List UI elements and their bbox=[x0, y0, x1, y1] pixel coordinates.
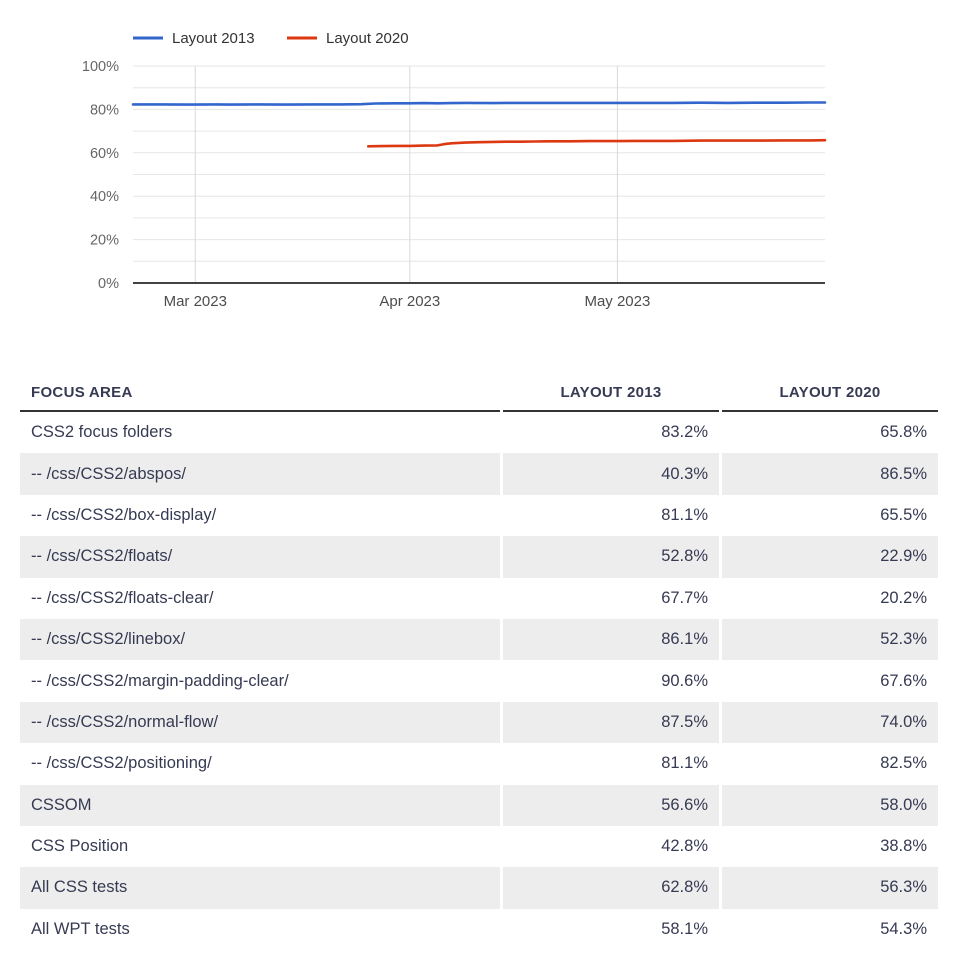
focus-area-cell: -- /css/CSS2/floats/ bbox=[20, 536, 500, 577]
line-chart-canvas[interactable] bbox=[0, 0, 959, 330]
layout-2020-cell: 86.5% bbox=[722, 453, 938, 494]
layout-2013-cell: 67.7% bbox=[503, 578, 719, 619]
column-header-layout-2013: LAYOUT 2013 bbox=[503, 372, 719, 412]
layout-2020-cell: 22.9% bbox=[722, 536, 938, 577]
chart-y-tick-label: 40% bbox=[89, 189, 119, 206]
legend-label-layout-2020: Layout 2020 bbox=[326, 30, 409, 47]
table-body bbox=[20, 412, 938, 950]
layout-2013-cell: 81.1% bbox=[503, 495, 719, 536]
chart-y-tick-label: 60% bbox=[89, 145, 119, 162]
chart-series-line-layout-2020[interactable] bbox=[368, 140, 825, 146]
table-row bbox=[20, 536, 938, 577]
table-row bbox=[20, 867, 938, 908]
layout-2013-cell: 42.8% bbox=[503, 826, 719, 867]
layout-2020-cell: 74.0% bbox=[722, 702, 938, 743]
table-row bbox=[20, 412, 938, 453]
legend-label-layout-2013: Layout 2013 bbox=[172, 30, 255, 47]
layout-2013-cell: 56.6% bbox=[503, 785, 719, 826]
table-row bbox=[20, 826, 938, 867]
layout-2020-cell: 52.3% bbox=[722, 619, 938, 660]
layout-2020-cell: 65.5% bbox=[722, 495, 938, 536]
layout-2020-cell: 82.5% bbox=[722, 743, 938, 784]
chart-y-tick-label: 80% bbox=[89, 102, 119, 119]
chart-x-tick-label: May 2023 bbox=[584, 293, 651, 310]
focus-area-table bbox=[20, 372, 938, 950]
focus-area-cell: -- /css/CSS2/normal-flow/ bbox=[20, 702, 500, 743]
table-row bbox=[20, 495, 938, 536]
focus-area-cell: -- /css/CSS2/box-display/ bbox=[20, 495, 500, 536]
table-row bbox=[20, 785, 938, 826]
layout-2020-cell: 58.0% bbox=[722, 785, 938, 826]
chart-x-tick-label: Apr 2023 bbox=[379, 293, 441, 310]
table-row bbox=[20, 909, 938, 950]
pass-rate-chart[interactable] bbox=[0, 0, 959, 330]
focus-area-cell: -- /css/CSS2/floats-clear/ bbox=[20, 578, 500, 619]
table-row bbox=[20, 660, 938, 701]
layout-2013-cell: 62.8% bbox=[503, 867, 719, 908]
layout-2013-cell: 81.1% bbox=[503, 743, 719, 784]
column-header-focus-area: FOCUS AREA bbox=[20, 372, 500, 412]
table-row bbox=[20, 578, 938, 619]
layout-2020-cell: 20.2% bbox=[722, 578, 938, 619]
column-header-layout-2020: LAYOUT 2020 bbox=[722, 372, 938, 412]
layout-2013-cell: 90.6% bbox=[503, 660, 719, 701]
focus-area-cell: -- /css/CSS2/abspos/ bbox=[20, 453, 500, 494]
layout-2013-cell: 52.8% bbox=[503, 536, 719, 577]
layout-2013-cell: 40.3% bbox=[503, 453, 719, 494]
layout-2020-cell: 65.8% bbox=[722, 412, 938, 453]
focus-area-cell: All WPT tests bbox=[20, 909, 500, 950]
layout-2013-cell: 86.1% bbox=[503, 619, 719, 660]
chart-x-tick-label: Mar 2023 bbox=[163, 293, 227, 310]
layout-2013-cell: 83.2% bbox=[503, 412, 719, 453]
focus-area-cell: -- /css/CSS2/linebox/ bbox=[20, 619, 500, 660]
table-row bbox=[20, 702, 938, 743]
table-row bbox=[20, 453, 938, 494]
chart-y-tick-label: 20% bbox=[89, 232, 119, 249]
layout-2013-cell: 87.5% bbox=[503, 702, 719, 743]
table-header-row bbox=[20, 372, 938, 412]
layout-2013-cell: 58.1% bbox=[503, 909, 719, 950]
layout-2020-cell: 38.8% bbox=[722, 826, 938, 867]
chart-y-tick-label: 0% bbox=[98, 276, 119, 292]
table-row bbox=[20, 619, 938, 660]
layout-2020-cell: 54.3% bbox=[722, 909, 938, 950]
focus-area-cell: CSS Position bbox=[20, 826, 500, 867]
focus-area-cell: CSS2 focus folders bbox=[20, 412, 500, 453]
table-row bbox=[20, 743, 938, 784]
focus-area-cell: -- /css/CSS2/margin-padding-clear/ bbox=[20, 660, 500, 701]
focus-area-cell: -- /css/CSS2/positioning/ bbox=[20, 743, 500, 784]
layout-2020-cell: 56.3% bbox=[722, 867, 938, 908]
layout-2020-cell: 67.6% bbox=[722, 660, 938, 701]
chart-series-line-layout-2013[interactable] bbox=[133, 103, 825, 105]
focus-area-cell: CSSOM bbox=[20, 785, 500, 826]
chart-y-tick-label: 100% bbox=[81, 59, 119, 75]
focus-area-cell: All CSS tests bbox=[20, 867, 500, 908]
